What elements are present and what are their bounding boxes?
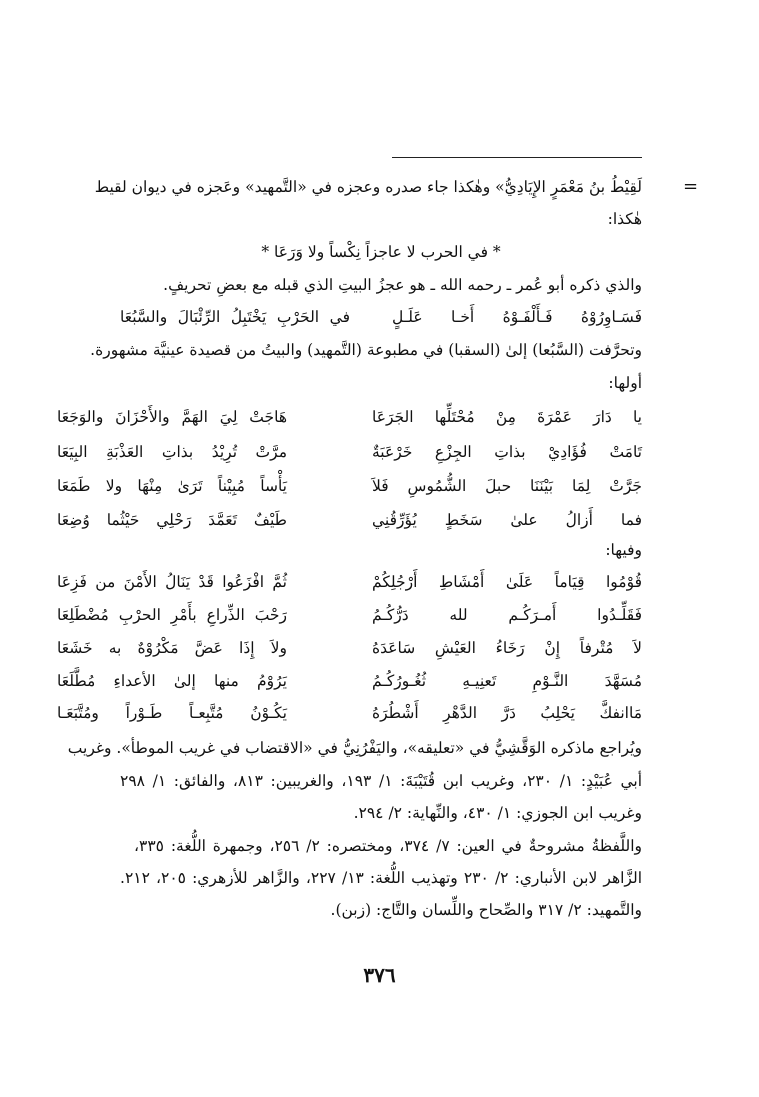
page-number: ٣٧٦ (363, 963, 396, 987)
footnote-line-references-1: ويُراجع ماذكره الوَقَّشِيُّ في «تعليقه»، واليَفْرُنِيُّ في «الاقتضاب في غريب الموطأ». وغريب (67, 739, 642, 757)
poem-hemistich-second: ولاَ إِذَا عَضَّ مَكْرُوْهٌ به خَشَعَا (57, 639, 287, 657)
poem-row (57, 637, 642, 659)
footnote-line-2: هٰكذا: (607, 210, 642, 228)
quoted-hemistich: * في الحرب لا عاجزاً نِكْساً ولا وَرَعَا * (261, 243, 501, 261)
poem-row (57, 406, 642, 428)
poem-row (57, 670, 642, 692)
poem-hemistich-first: تَامَتْ فُؤَادِيْ بذاتِ الجِزْعِ خَرْعَبَةٌ (372, 443, 642, 461)
footnote-line-references-3: وغريب ابن الجوزي: ١/ ٤٣٠، والنِّهاية: ٢/ ٢٩٤. (353, 804, 642, 822)
poem-row (57, 441, 642, 463)
poem-hemistich-first: فَقَلِّـدُوا أَمـرَكُـم لله دَرُّكُـمُ (372, 606, 642, 624)
verse-row (120, 306, 642, 328)
footnote-line-references-5: الزَّاهر لابن الأنباري: ٢/ ٢٣٠ وتهذيب اللُّغة: ١٣/ ٢٢٧، والزَّاهر للأزهري: ٢٠٥، ٢١٢. (120, 869, 643, 887)
poem-hemistich-second: يَرُوْمُ منها إلىٰ الأعداءِ مُطَّلَعَا (57, 672, 287, 690)
footnote-line-references-6: والتَّمهيد: ٢/ ٣١٧ والصِّحاح واللِّسان والتَّاج: (زبن). (330, 901, 642, 919)
poem-intro-second: وفيها: (605, 541, 642, 559)
footnote-line-1: لَقِيْطُ بنُ مَعْمَرٍ الإِيَادِيُّ» وهٰكذا جاء صدره وعجزه في «التَّمهيد» وعَجزه في ديوان لقيط (94, 178, 642, 196)
poem-hemistich-second: يَأْساً مُبِيْناً تَرَىٰ مِنْهَا ولا طَمَعَا (57, 477, 287, 495)
poem-row (57, 571, 642, 593)
poem-hemistich-first: جَرَّتْ لِمَا بَيْنَنَا حبلَ الشُّمُوسِ فَلاَ (372, 477, 642, 495)
footnote-line-references-4: واللَّفظةُ مشروحةٌ في العين: ٧/ ٣٧٤، ومختصره: ٢/ ٢٥٦، وجمهرة اللُّغة: ٣٣٥، (134, 837, 643, 855)
poem-hemistich-first: قُوْمُوا قِيَاماً عَلَىٰ أَمْشَاطِ أَرْجُلِكُمْ (372, 573, 642, 591)
poem-hemistich-second: طَيْفٌ تَعَمَّدَ رَحْلِي حَيْثُما وُضِعَا (57, 511, 287, 529)
poem-hemistich-second: مرَّتْ تُرِيْدُ بذاتِ العَذْبَةِ البِيَعَا (57, 443, 287, 461)
verse-hemistich-second: في الحَرْبِ يَخْتَبِلُ الرِّئْبَالَ والسَّبُعَا (120, 308, 350, 326)
poem-hemistich-second: يَكُـوْنُ مُتَّبِعـاً طَـوْراً ومُتَّبَعَـا (57, 704, 287, 722)
poem-hemistich-second: رَحْبَ الذِّراعِ بأَمْرِ الحرْبِ مُضْطَلِعَا (57, 606, 287, 624)
poem-hemistich-second: ثُمَّ افْزَعُوا قَدْ يَنَالُ الأَمْنَ من فَزِعَا (57, 573, 287, 591)
poem-hemistich-first: يا دَارَ عَمْرَةَ مِنْ مُحْتَلِّها الجَرَعَا (372, 408, 642, 426)
poem-row (57, 702, 642, 724)
poem-row (57, 604, 642, 626)
footnote-separator (392, 157, 642, 158)
footnote-line-4: والذي ذكره أبو عُمر ـ رحمه الله ـ هو عجزُ البيتِ الذي قبله مع بعضِ تحريفٍ. (163, 276, 642, 294)
verse-hemistich-first: فَسَـاوِرُوْهُ فَـأَلْفَـوْهُ أَخـا عَلَـلٍ (392, 308, 642, 326)
continuation-mark: = (683, 176, 699, 197)
poem-row (57, 475, 642, 497)
poem-hemistich-first: فما أَزالُ علىٰ سَخَطٍ يُؤَرِّقُنِي (372, 511, 642, 529)
poem-hemistich-first: مُسَهَّدَ النَّـوْمِ تَعنِيـهِ ثُغُـورُكُـمُ (372, 672, 642, 690)
poem-hemistich-first: مَاانفكَّ يَحْلِبُ دَرَّ الدَّهْرِ أَشْطُرَهُ (372, 704, 642, 722)
poem-row (57, 509, 642, 531)
poem-hemistich-second: هَاجَتْ لِيَ الهَمَّ والأَحْزَانَ والوَجَعَا (57, 408, 287, 426)
footnote-line-references-2: أبي عُبَيْدٍ: ١/ ٢٣٠، وغريب ابن قُتَيْبَةَ: ١/ ١٩٣، والغريبين: ٨١٣، والفائق: ١/ ٢٩٨ (120, 772, 643, 790)
footnote-line-5: وتحرَّفت (السَّبُعا) إلىٰ (السقبا) في مطبوعة (التَّمهيد) والبيتُ من قصيدة عينيَّة مشهورة. (90, 341, 642, 359)
poem-hemistich-first: لاَ مُتْرفاً إِنْ رَخَاءُ العَيْشِ سَاعَدَهُ (372, 639, 642, 657)
poem-intro-first: أولها: (608, 374, 642, 392)
